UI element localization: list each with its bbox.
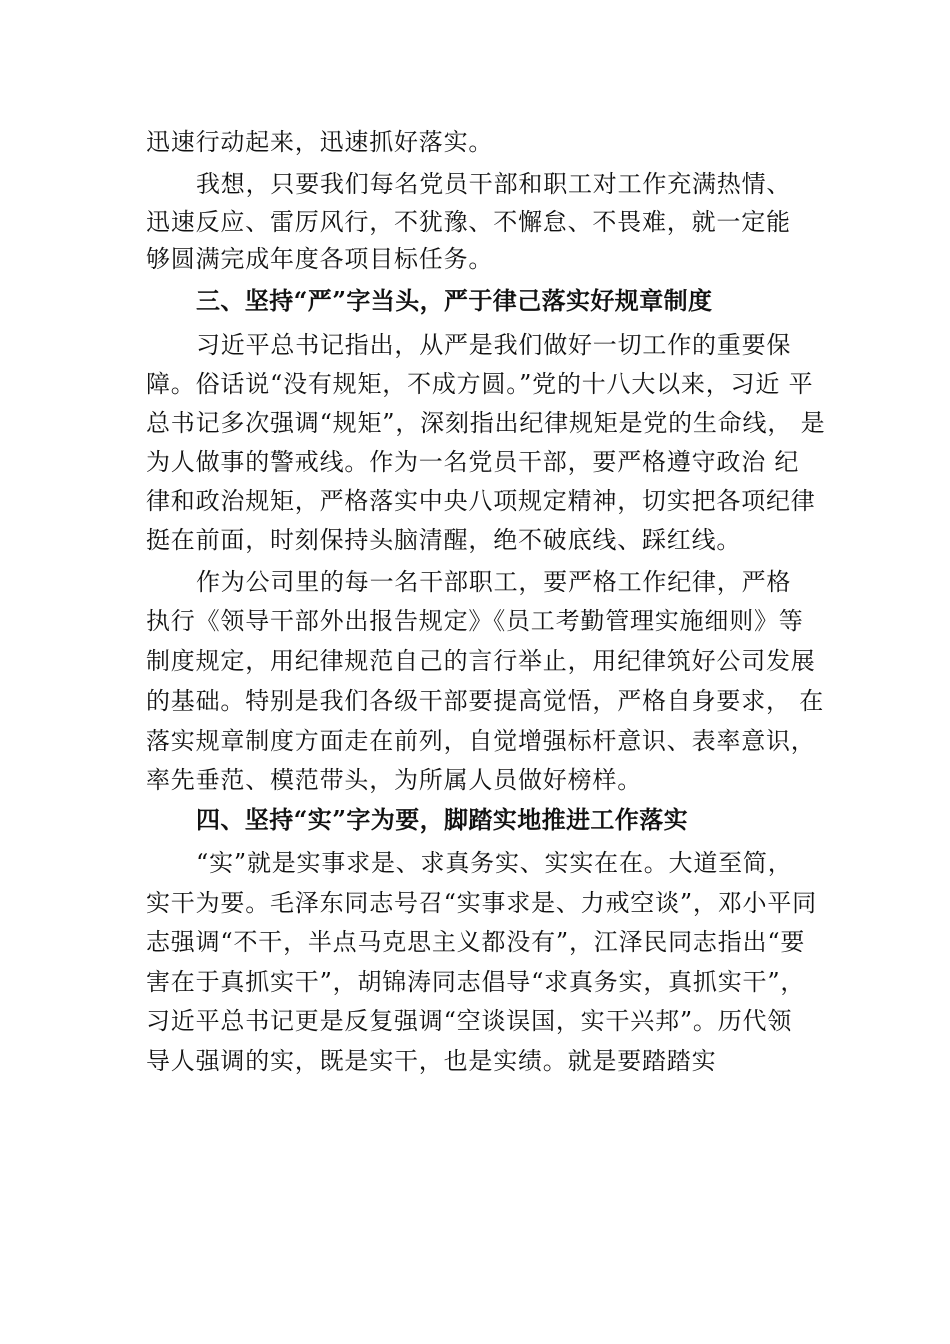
body-text-line: 律和政治规矩，严格落实中央八项规定精神，切实把各项纪律 <box>146 487 816 515</box>
paragraph-first-line: 习近平总书记指出，从严是我们做好一切工作的重要保 <box>196 331 792 359</box>
body-text-line: 障。俗话说“没有规矩，不成方圆。”党的十八大以来，习近 平 <box>146 370 814 398</box>
paragraph-first-line: 作为公司里的每一名干部职工，要严格工作纪律，严格 <box>196 568 792 596</box>
body-text-line: 挺在前面，时刻保持头脑清醒，绝不破底线、踩红线。 <box>146 526 742 554</box>
section-heading: 三、坚持“严”字当头，严于律己落实好规章制度 <box>196 286 713 315</box>
body-text-line: 习近平总书记更是反复强调“空谈误国，实干兴邦”。历代领 <box>146 1007 793 1035</box>
body-text-line: 率先垂范、模范带头，为所属人员做好榜样。 <box>146 766 642 794</box>
body-text-line: 制度规定，用纪律规范自己的言行举止，用纪律筑好公司发展 <box>146 647 816 675</box>
body-text-line: 的基础。特别是我们各级干部要提高觉悟，严格自身要求， 在 <box>146 687 825 715</box>
body-text-line: 落实规章制度方面走在前列，自觉增强标杆意识、表率意识， <box>146 727 816 755</box>
body-text-line: 迅速行动起来，迅速抓好落实。 <box>146 128 494 156</box>
body-text-line: 志强调“不干，半点马克思主义都没有”，江泽民同志指出“要 <box>146 928 806 956</box>
section-heading: 四、坚持“实”字为要，脚踏实地推进工作落实 <box>196 805 689 834</box>
body-text-line: 害在于真抓实干”，胡锦涛同志倡导“求真务实，真抓实干”， <box>146 968 806 996</box>
paragraph-first-line: 我想，只要我们每名党员干部和职工对工作充满热情、 <box>196 170 792 198</box>
body-text-line: 够圆满完成年度各项目标任务。 <box>146 245 494 273</box>
body-text-line: 导人强调的实，既是实干，也是实绩。就是要踏踏实 <box>146 1047 717 1075</box>
body-text-line: 为人做事的警戒线。作为一名党员干部，要严格遵守政治 纪 <box>146 448 800 476</box>
paragraph-first-line: “实”就是实事求是、求真务实、实实在在。大道至简， <box>196 849 793 877</box>
body-text-line: 迅速反应、雷厉风行，不犹豫、不懈怠、不畏难，就一定能 <box>146 208 791 236</box>
body-text-line: 总书记多次强调“规矩”，深刻指出纪律规矩是党的生命线， 是 <box>146 409 826 437</box>
body-text-line: 执行《领导干部外出报告规定》《员工考勤管理实施细则》等 <box>146 607 804 635</box>
body-text-line: 实干为要。毛泽东同志号召“实事求是、力戒空谈”，邓小平同 <box>146 889 817 917</box>
